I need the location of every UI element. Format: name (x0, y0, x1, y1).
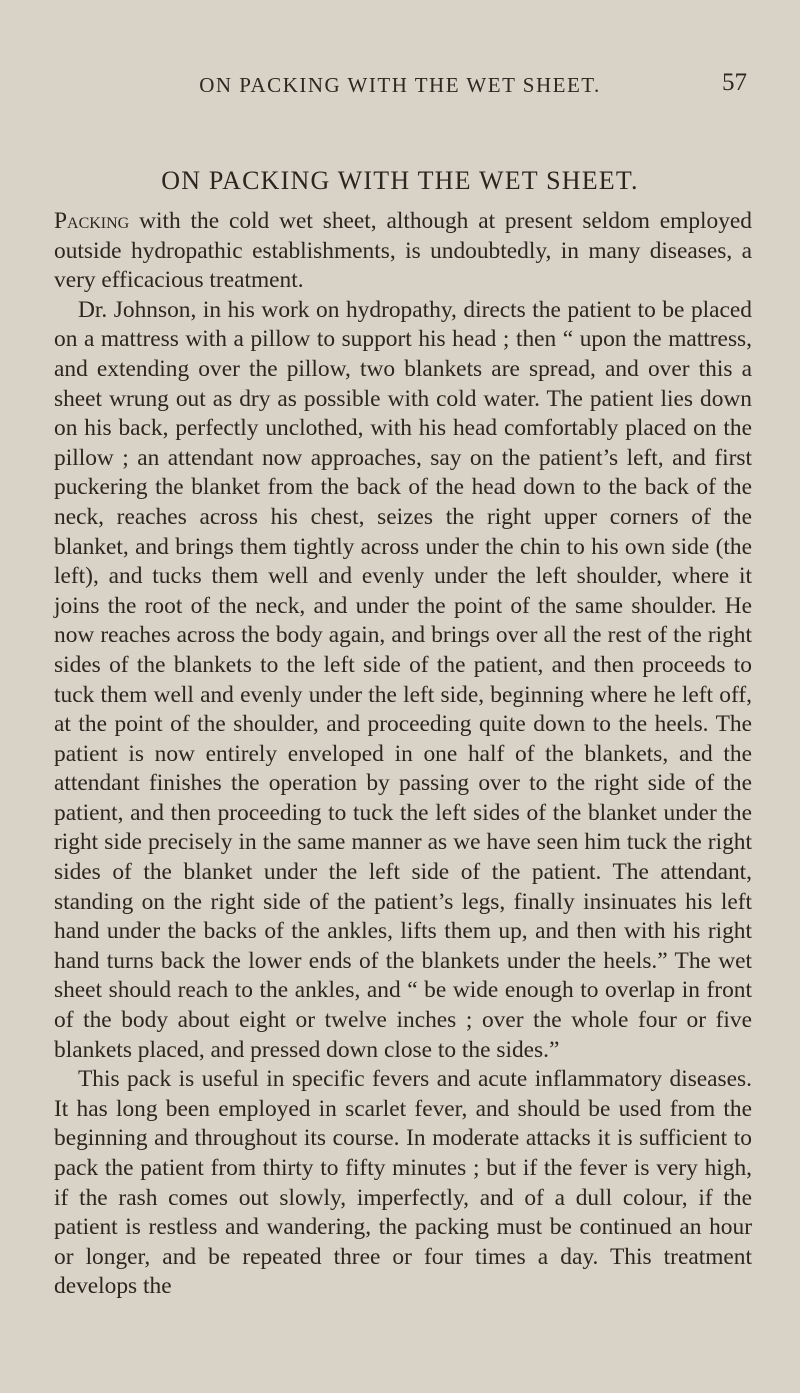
running-title: ON PACKING WITH THE WET SHEET. (199, 73, 601, 97)
paragraph-text: This pack is useful in specific fevers and acute inflammatory diseases. It has long been employed in scarlet fever, and should be used from the beginning and throughout its course. In moderate attacks it is sufficient to pack the patient from thirty to fifty minutes ; but if the fever is very high, if the rash comes out slowly, imperfectly, and of a dull colour, if the patient is restless and wandering, the packing must be continued an hour or longer, and be repeated three or four times a day. This treatment develops the (54, 1066, 752, 1300)
paragraph-1 (54, 207, 752, 296)
body-text (54, 207, 752, 1302)
paragraph-text: Dr. Johnson, in his work on hydropathy, directs the patient to be placed on a mattress with a pillow to support his head ; then “ upon the mattress, and extending over the pillow, two blankets are spread, and over this a sheet wrung out as dry as possible with cold water. The patient lies down on his back, perfectly unclothed, with his head comfortably placed on the pillow ; an attendant now approaches, say on the patient’s left, and first puckering the blanket from the back of the head down to the back of the neck, reaches across his chest, seizes the right upper corners of the blanket, and brings them tightly across under the chin to his own side (the left), and tucks them well and evenly under the left shoulder, where it joins the root of the neck, and under the point of the same shoulder. He now reaches across the body again, and brings over all the rest of the right sides of the blankets to the left side of the patient, and then proceeds to tuck them well and evenly under the left side, beginning where he left off, at the point of the shoulder, and proceeding quite down to the heels. The patient is now entirely enveloped in one half of the blankets, and the attendant finishes the operation by passing over to the right side of the patient, and then proceeding to tuck the left sides of the blanket under the right side precisely in the same manner as we have seen him tuck the right sides of the blanket under the left side of the patient. The attendant, standing on the right side of the patient’s legs, finally insinuates his left hand under the backs of the ankles, lifts them up, and then with his right hand turns back the lower ends of the blankets under the heels.” The wet sheet should reach to the ankles, and “ be wide enough to overlap in front of the body about eight or twelve inches ; over the whole four or five blankets placed, and pressed down close to the sides.” (54, 296, 752, 1063)
page-number: 57 (722, 69, 747, 96)
paragraph-3 (54, 1065, 752, 1302)
paragraph-2 (54, 296, 752, 1065)
running-head (0, 69, 800, 103)
paragraph-lead: Packing (54, 208, 130, 234)
chapter-title: ON PACKING WITH THE WET SHEET. (161, 166, 639, 195)
paragraph-text: with the cold wet sheet, although at present seldom employed outside hydropathic establishments, is undoubtedly, in many diseases, a very efficacious treatment. (54, 208, 752, 294)
